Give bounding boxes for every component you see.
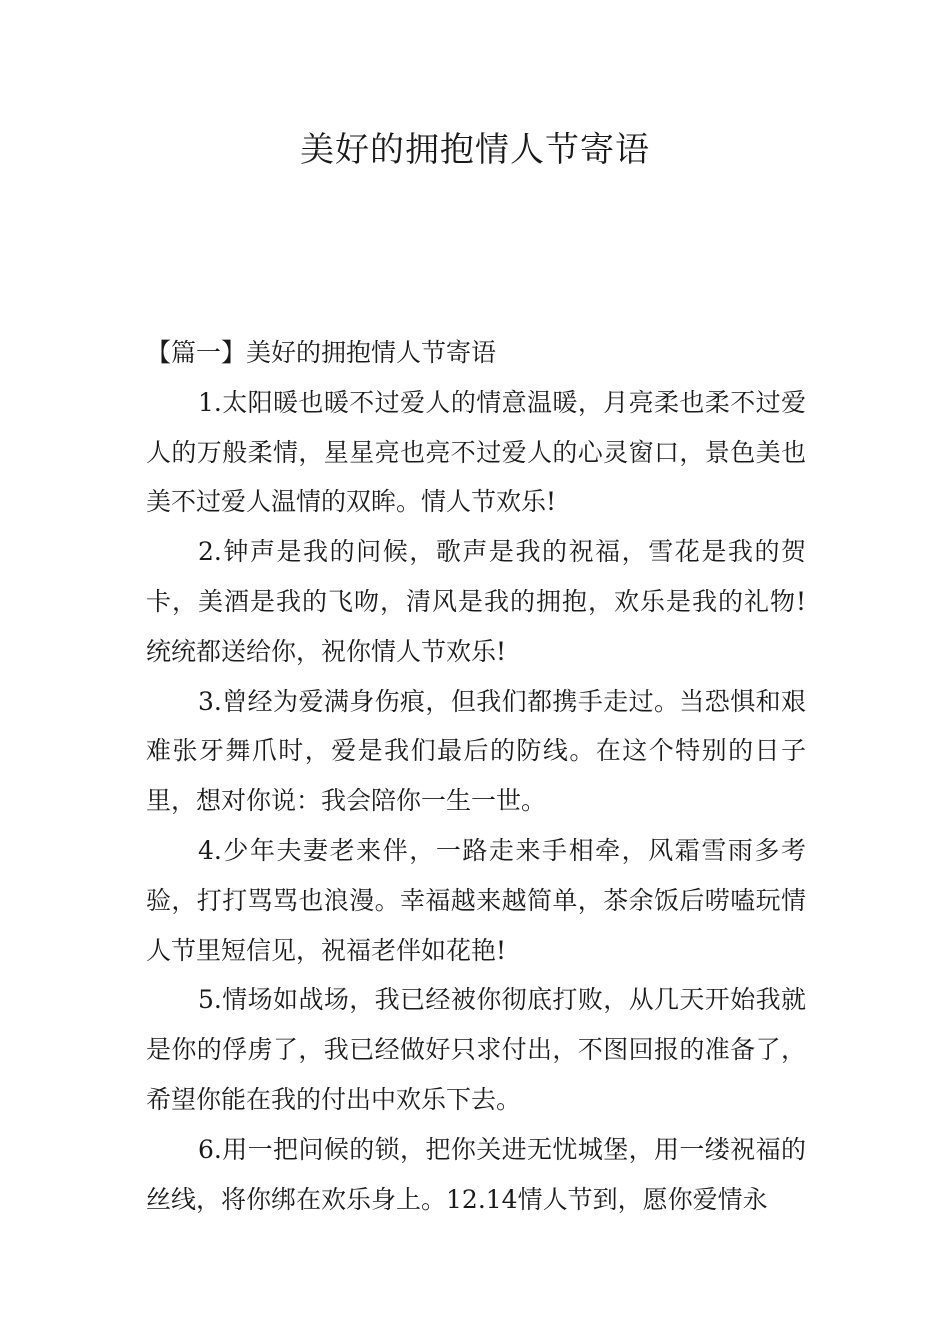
paragraph-5: 5.情场如战场，我已经被你彻底打败，从几天开始我就是你的俘虏了，我已经做好只求付出，不图回报的准备了，希望你能在我的付出中欢乐下去。 (146, 985, 806, 1114)
paragraph-2: 2.钟声是我的问候，歌声是我的祝福，雪花是我的贺卡，美酒是我的飞吻，清风是我的拥抱，欢乐是我的礼物!统统都送给你，祝你情人节欢乐! (146, 537, 806, 666)
section-heading: 【篇一】美好的拥抱情人节寄语 (146, 338, 497, 367)
paragraph-1: 1.太阳暖也暖不过爱人的情意温暖，月亮柔也柔不过爱人的万般柔情，星星亮也亮不过爱人的心灵窗口，景色美也美不过爱人温情的双眸。情人节欢乐! (146, 387, 806, 517)
paragraph-6: 6.用一把问候的锁，把你关进无忧城堡，用一缕祝福的丝线，将你绑在欢乐身上。12.14情人节到，愿你爱情永 (146, 1134, 806, 1214)
document-body (146, 328, 806, 1224)
paragraph-4: 4.少年夫妻老来伴，一路走来手相牵，风霜雪雨多考验，打打骂骂也浪漫。幸福越来越简单，茶余饭后唠嗑玩情人节里短信见，祝福老伴如花艳! (146, 835, 806, 965)
document-title: 美好的拥抱情人节寄语 (300, 130, 650, 170)
paragraph-3: 3.曾经为爱满身伤痕，但我们都携手走过。当恐惧和艰难张牙舞爪时，爱是我们最后的防线。在这个特别的日子里，想对你说：我会陪你一生一世。 (146, 686, 806, 816)
